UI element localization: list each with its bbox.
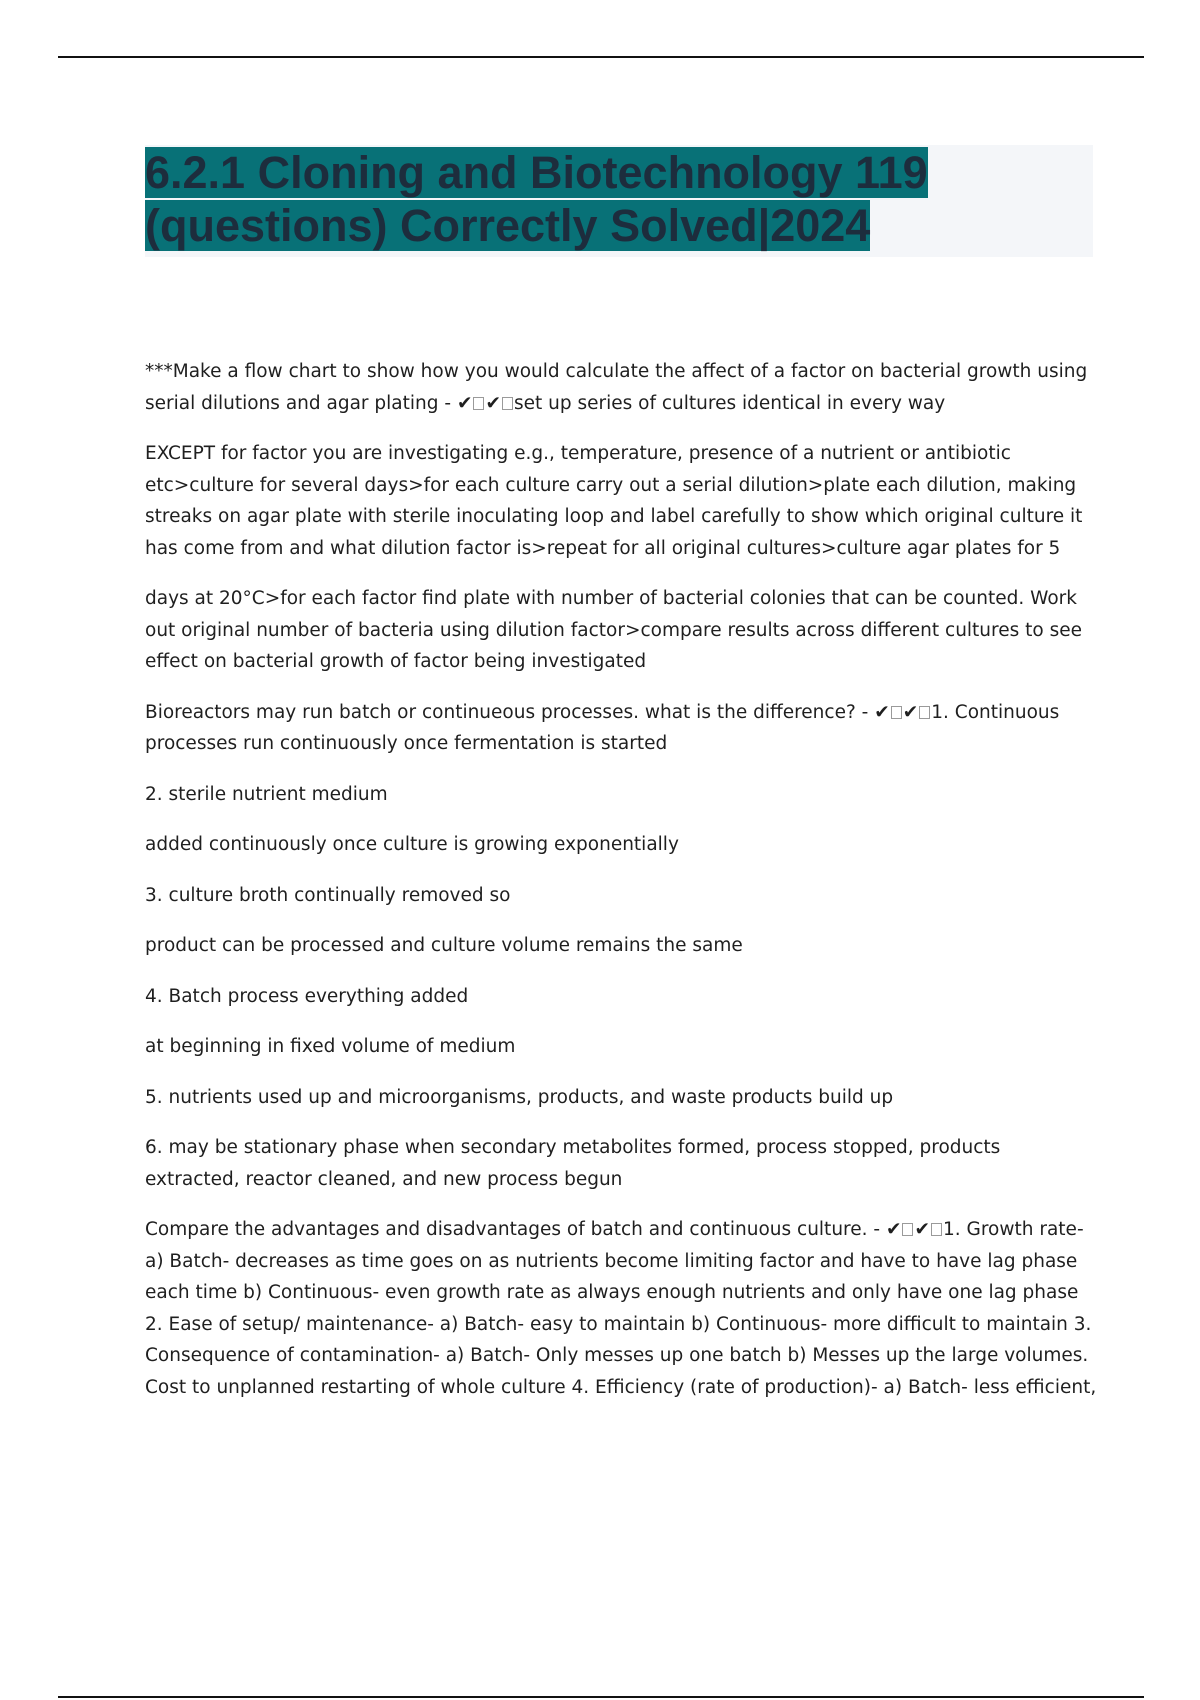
missing-glyph-icon [931, 1223, 942, 1236]
question-text: ***Make a flow chart to show how you would calculate the affect of a factor on bacterial growth using serial dilutions and agar plating - [145, 361, 1088, 414]
check-icon: ✔ [885, 1219, 902, 1240]
paragraph-item-2-cont: added continuously once culture is growing exponentially [145, 834, 679, 855]
footer-rule [58, 1696, 1144, 1698]
paragraph-days: days at 20°C>for each factor find plate with number of bacterial colonies that can be counted. Work out original number of bacteria using dilution factor>compare results across different cultures to see effect on bacterial growth of factor being investigated [145, 588, 1082, 672]
header-rule [58, 56, 1144, 58]
paragraph-item-2: 2. sterile nutrient medium [145, 783, 388, 805]
missing-glyph-icon [891, 706, 902, 719]
answer-text: set up series of cultures identical in every way [513, 392, 946, 414]
paragraph-item-5: 5. nutrients used up and microorganisms, products, and waste products build up [145, 1086, 894, 1108]
question-text: Bioreactors may run batch or continueous processes. what is the difference? - [145, 701, 875, 723]
check-icon: ✔ [874, 701, 890, 723]
check-icon: ✔ [914, 1219, 930, 1240]
paragraph-compare-question [145, 1214, 1097, 1403]
paragraph-item-3: 3. culture broth continually removed so [145, 884, 511, 906]
missing-glyph-icon [473, 397, 484, 410]
paragraph-bioreactors-question [145, 697, 1097, 760]
check-icon: ✔ [902, 701, 919, 723]
missing-glyph-icon [502, 397, 513, 410]
paragraph-item-4-cont: at beginning in fixed volume of medium [145, 1036, 516, 1057]
check-icon: ✔ [485, 392, 501, 414]
answer-text: 1. Continuous processes run continuously once fermentation is started [145, 701, 1060, 754]
paragraph-flow-chart-question [145, 356, 1097, 419]
missing-glyph-icon [919, 706, 930, 719]
paragraph-item-3-cont: product can be processed and culture volume remains the same [145, 935, 743, 956]
document-body [145, 356, 1097, 1422]
document-title-text: 6.2.1 Cloning and Biotechnology 119 (questions) Correctly Solved|2024 [145, 147, 928, 251]
answer-text: 1. Growth rate- a) Batch- decreases as time goes on as nutrients become limiting factor and have to have lag phase each time b) Continuous- even growth rate as always enough nutrients and only have one lag phase 2. Ease of setup/ maintenance- a) Batch- easy to maintain b) Continuous- more difficult to maintain 3. Consequence of contamination- a) Batch- Only messes up one batch b) Messes up the large volumes. Cost to unplanned restarting of whole culture 4. Efficiency (rate of production)- a) Batch- less efficient, [145, 1219, 1097, 1398]
question-text: Compare the advantages and disadvantages of batch and continuous culture. - [145, 1219, 886, 1240]
missing-glyph-icon [902, 1223, 913, 1236]
paragraph-except: EXCEPT for factor you are investigating e.g., temperature, presence of a nutrient or antibiotic etc>culture for several days>for each culture carry out a serial dilution>plate each dilution, making streaks on agar plate with sterile inoculating loop and label carefully to show which original culture it has come from and what dilution factor is>repeat for all original cultures>culture agar plates for 5 [145, 443, 1083, 559]
paragraph-item-6: 6. may be stationary phase when secondary metabolites formed, process stopped, products extracted, reactor cleaned, and new process begun [145, 1137, 1001, 1190]
paragraph-item-4: 4. Batch process everything added [145, 985, 469, 1007]
check-icon: ✔ [456, 392, 473, 414]
document-title [145, 146, 1093, 252]
